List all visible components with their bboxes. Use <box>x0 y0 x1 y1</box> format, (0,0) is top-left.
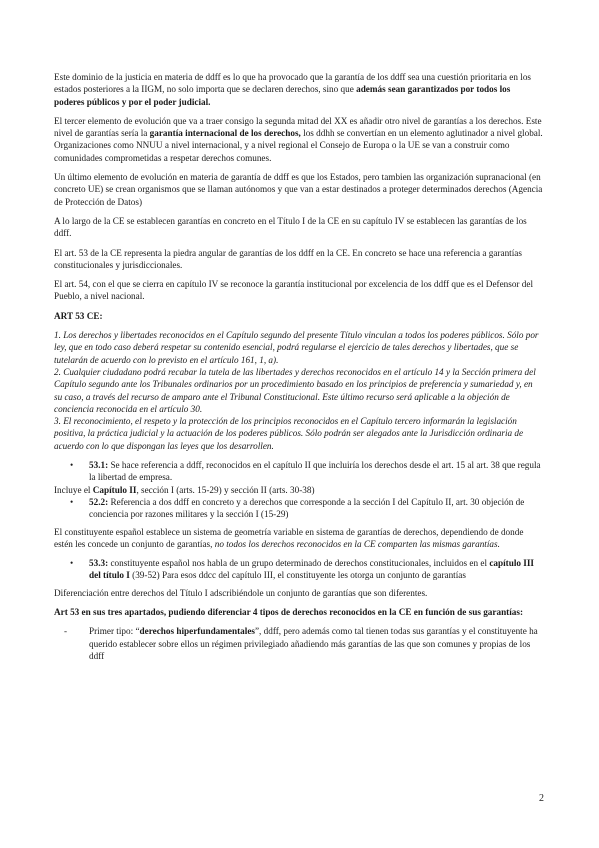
art53-quote <box>54 329 543 452</box>
document-body <box>54 71 543 667</box>
section-heading-art53: ART 53 CE: <box>54 310 103 321</box>
paragraph-art-53: El art. 53 de la CE representa la piedra angular de garantías de los ddff en la CE. En concreto se hace una referencia a garantías constitucionales y jurisdiccionales. <box>54 247 522 270</box>
bold-text: derechos hiperfundamentales <box>139 626 255 637</box>
bold-text: Capítulo II <box>92 484 137 495</box>
paragraph-diferenciacion: Diferenciación entre derechos del Título I adscribiéndole un conjunto de garantías que son diferentes. <box>54 587 428 598</box>
paragraph-justicia <box>54 71 543 108</box>
bullet-text: Se hace referencia a ddff, reconocidos en el capítulo II que incluiría los derechos desde el art. 15 al art. 38 que regula la libertad de empresa. <box>89 460 541 483</box>
bullet-list-53-3 <box>54 557 543 582</box>
bullet-icon: • <box>70 496 74 507</box>
page-number: 2 <box>539 793 544 804</box>
art53-quote-point-3: 3. El reconocimiento, el respeto y la protección de los principios reconocidos en el Capítulo tercero informarán la legislación positiva, la práctica judicial y la actuación de los poderes públicos. Sólo podrán ser alegados ante la Jurisdicción ordinaria de acuerdo con lo que dispongan las leyes que los desarrollen. <box>54 416 524 451</box>
bullet-list-53-1 <box>54 459 543 484</box>
dash-text: ”, ddff, pero además como tal tienen todas sus garantías y el constituyente ha querido establecer sobre ellos un régimen privilegiado añadiendo más garantías de las que son comunes y propias de los ddff <box>89 626 538 661</box>
paragraph-text: los ddhh se convertían en un elemento aglutinador a nivel global. Organizaciones como NNUU a nivel internacional, y a nivel regional el Consejo de Europa o la UE se van a construir como comunidades comprometidas a respetar derechos comunes. <box>54 128 543 163</box>
bullet-icon: • <box>70 460 74 471</box>
paragraph-art-54: El art. 54, con el que se cierra en capítulo IV se reconoce la garantía institucional por excelencia de los ddff que es el Defensor del Pueblo, a nivel nacional. <box>54 279 534 302</box>
list-item <box>54 459 543 484</box>
bullet-text: (39-52) Para esos ddcc del capítulo III, el constituyente les otorga un conjunto de garantías <box>129 570 466 581</box>
paragraph-tercer-elemento <box>54 115 543 164</box>
list-item <box>54 496 543 521</box>
list-item <box>54 625 543 662</box>
paragraph-text: Este dominio de la justicia en materia de ddff es lo que ha provocado que la garantía de los ddff sea una cuestión prioritaria en los estados posteriores a la IIGM, no solo importa que se declaren derechos, sino que <box>54 72 532 95</box>
bold-text: además sean garantizados por todos los poderes públicos y por el poder judicial. <box>54 84 511 107</box>
paragraph-text: Incluye el <box>54 484 93 495</box>
list-item <box>54 557 543 582</box>
paragraph-incluye <box>54 484 543 496</box>
bold-text: capítulo III del título I <box>89 558 535 581</box>
bullet-label: 53.1: <box>89 460 109 471</box>
paragraph-garantias-titulo-i: A lo largo de la CE se establecen garantías en concreto en el Título I de la CE en su capítulo IV se establecen las garantías de los ddff. <box>54 215 527 239</box>
bold-text: garantía internacional de los derechos, <box>149 128 301 139</box>
paragraph-ultimo-elemento: Un último elemento de evolución en materia de garantía de ddff es que los Estados, pero tambien las organización supranacional (en concreto UE) se crean organismos que se llaman autónomos y que van a estar destinados a proteger determinados derechos (Agencia de Protección de Datos) <box>54 172 543 207</box>
paragraph-text: El tercer elemento de evolución que va a traer consigo la segunda mitad del XX es añadir otro nivel de garantías a los derechos. Este nivel de garantías sería la <box>54 115 542 139</box>
art53-quote-point-1: 1. Los derechos y libertades reconocidos en el Capítulo segundo del presente Título vinculan a todos los poderes públicos. Sólo por ley, que en todo caso deberá respetar su contenido esencial, podrá regularse el ejercicio de tales derechos y libertades, que se tutelarán de acuerdo con lo previsto en el artículo 161, 1, a). <box>54 330 539 365</box>
paragraph-text: , sección I (arts. 15-29) y sección II (arts. 30-38) <box>136 484 315 495</box>
bullet-icon: • <box>70 558 74 569</box>
italic-text: no todos los derechos reconocidos en la CE comparten las mismas garantías. <box>214 538 500 549</box>
paragraph-geometria-variable <box>54 526 543 551</box>
bullet-label: 52.2: <box>89 496 109 507</box>
dash-text: Primer tipo: “ <box>89 626 140 637</box>
dash-list-tipos <box>54 625 543 662</box>
bullet-list-52-2 <box>54 496 543 521</box>
bullet-text: Referencia a dos ddff en concreto y a derechos que corresponde a la sección I del Capítulo II, art. 30 objeción de conciencia por razones militares y la sección I (15-29) <box>89 496 525 520</box>
art53-quote-point-2: 2. Cualquier ciudadano podrá recabar la tutela de las libertades y derechos reconocidos en el artículo 14 y la Sección primera del Capítulo segundo ante los Tribunales ordinarios por un procedimiento basado en los principios de preferencia y sumariedad y, en su caso, a través del recurso de amparo ante el Tribunal Constitucional. Este último recurso será aplicable a la objeción de conciencia reconocida en el artículo 30. <box>54 366 536 414</box>
bullet-label: 53.3: <box>89 558 109 569</box>
section-heading-tipos: Art 53 en sus tres apartados, pudiendo diferenciar 4 tipos de derechos reconocidos en la CE en función de sus garantías: <box>54 606 524 617</box>
dash-icon: - <box>64 626 68 637</box>
bullet-text: constituyente español nos habla de un grupo determinado de derechos constitucionales, incluidos en el <box>108 558 490 569</box>
paragraph-text: El constituyente español establece un sistema de geometría variable en sistema de garantías de derechos, dependiendo de donde estén les concede un conjunto de garantías, <box>54 526 524 549</box>
